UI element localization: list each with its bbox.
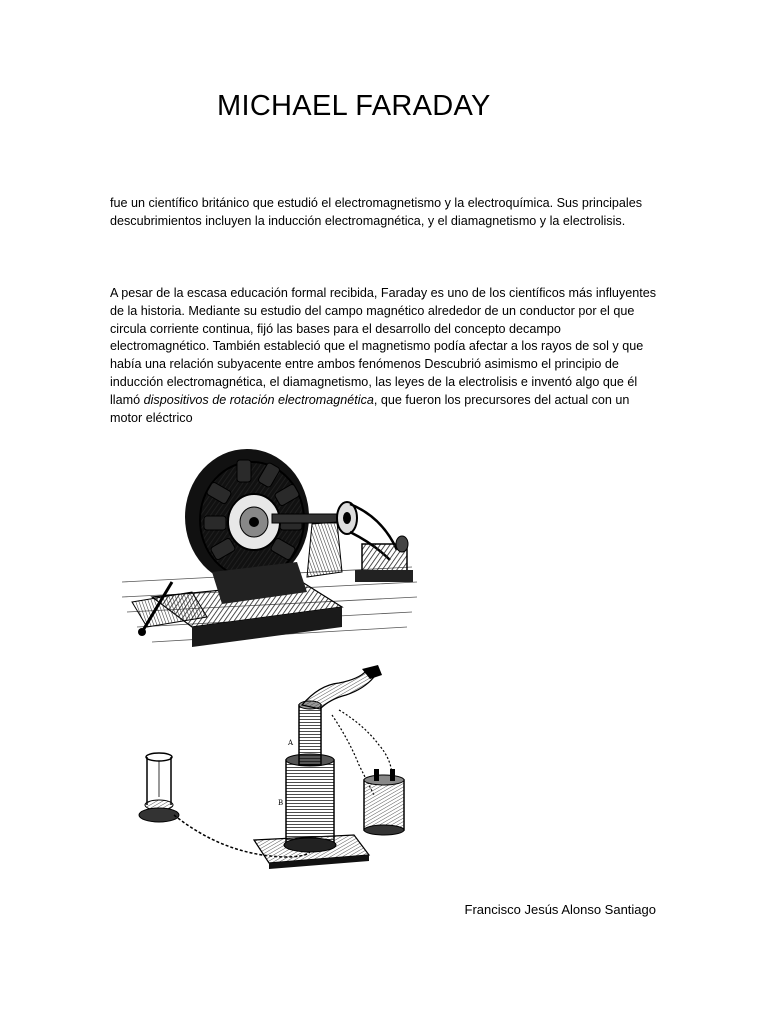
biography-text-before: A pesar de la escasa educación formal recibida, Faraday es uno de los científicos más influyentes de la historia. Mediante su estudio del campo magnético alrededor de un conductor por el que circula corriente continua, fijó las bases para el desarrollo del concepto decampo electromagnético. También estableció que el magnetismo podía afectar a los rayos de sol y que había una relación subyacente entre ambos fenómenos Descubrió asimismo el principio de inducción electromagnética, el diamagnetismo, las leyes de la electrolisis e inventó algo que él llamó xyxy=(110,286,657,407)
dynamo-machine-icon xyxy=(112,432,422,654)
biography-italic-term: dispositivos de rotación electromagnética xyxy=(143,392,374,407)
svg-text:B: B xyxy=(278,799,284,807)
induction-coil-experiment-icon xyxy=(134,665,426,887)
biography-text-after: , que fueron los precursores del actual con un motor eléctrico xyxy=(110,392,630,425)
intro-paragraph: fue un científico británico que estudió el electromagnetismo y la electroquímica. Sus principales descubrimientos incluyen la inducción electromagnética, y el diamagnetismo y la electrolisis. xyxy=(110,196,643,228)
page-title: MICHAEL FARADAY xyxy=(217,90,491,122)
author-name: Francisco Jesús Alonso Santiago xyxy=(464,902,656,917)
svg-text:A: A xyxy=(288,739,294,747)
biography-paragraph xyxy=(110,285,662,427)
